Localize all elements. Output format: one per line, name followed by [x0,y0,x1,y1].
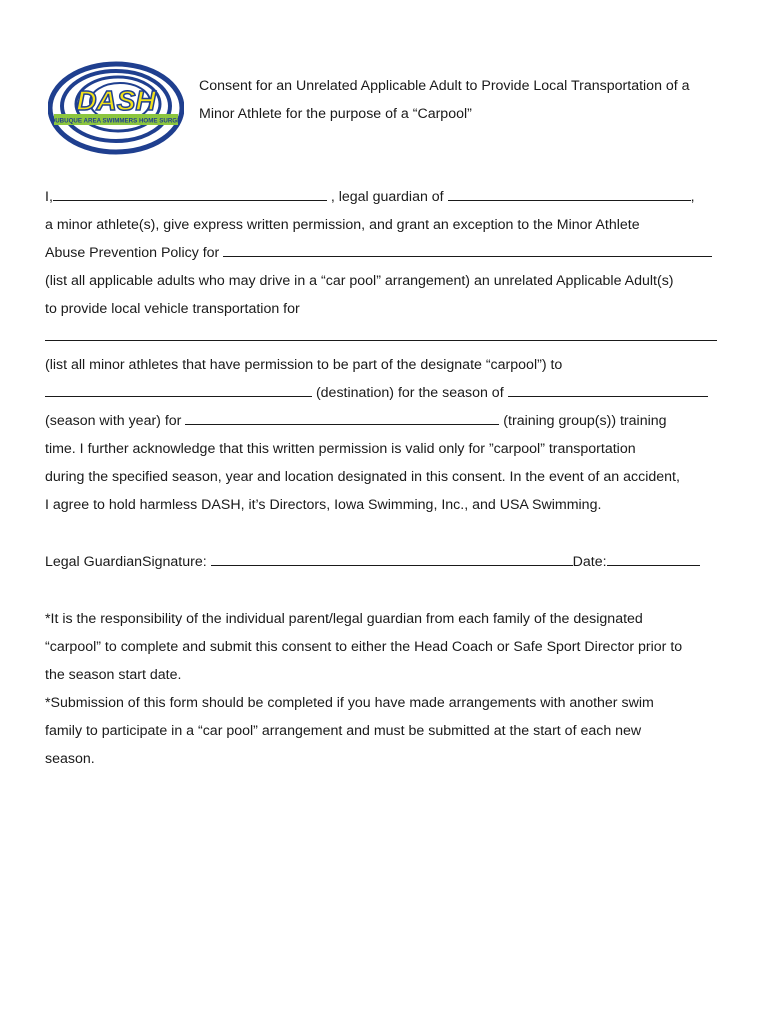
body-line-11: during the specified season, year and location designated in this consent. In the event of an accident, [45,469,680,485]
note-1-line-3: the season start date. [45,667,182,683]
body-line-7: (list all minor athletes that have permission to be part of the designate “carpool”) to [45,357,563,373]
date-label: Date: [572,554,607,570]
season-field[interactable] [508,384,708,397]
body-line-1 [45,188,695,206]
note-2-line-1: *Submission of this form should be completed if you have made arrangements with another swim [45,695,654,711]
minor-athletes-field[interactable] [45,328,717,341]
training-group-field[interactable] [185,412,499,425]
title-line-2: Minor Athlete for the purpose of a “Carpool” [199,106,472,122]
signature-label: Legal GuardianSignature: [45,554,211,570]
destination-field[interactable] [45,384,312,397]
body-line-4: (list all applicable adults who may drive in a “car pool” arrangement) an unrelated Applicable Adult(s) [45,273,674,289]
body-line-12: I agree to hold harmless DASH, it’s Directors, Iowa Swimming, Inc., and USA Swimming. [45,497,602,513]
athlete-name-field[interactable] [448,188,691,201]
text-season-with-year: (season with year) for [45,413,186,429]
logo-wordmark: DASH [76,85,156,116]
signature-line [45,553,700,571]
text-comma: , [690,189,695,205]
text-abuse-policy: Abuse Prevention Policy for [45,245,224,261]
note-1-line-2: “carpool” to complete and submit this consent to either the Head Coach or Safe Sport Director prior to [45,639,683,655]
text-training-group: (training group(s)) training [499,413,667,429]
body-line-9 [45,412,667,430]
body-line-8 [45,384,708,402]
body-line-10: time. I further acknowledge that this written permission is valid only for ”carpool” transportation [45,441,636,457]
form-title [199,72,739,128]
body-line-3 [45,244,712,262]
body-line-5: to provide local vehicle transportation for [45,301,300,317]
guardian-name-field[interactable] [53,188,327,201]
signature-field[interactable] [211,553,573,566]
note-2-line-2: family to participate in a “car pool” arrangement and must be submitted at the start of each new [45,723,642,739]
dash-logo [48,60,184,156]
note-2-line-3: season. [45,751,95,767]
title-line-1: Consent for an Unrelated Applicable Adult to Provide Local Transportation of a [199,78,690,94]
text-i: I, [45,189,53,205]
logo-tagline: DUBUQUE AREA SWIMMERS HOME SURGE [50,117,182,125]
date-field[interactable] [607,553,700,566]
applicable-adults-field[interactable] [223,244,712,257]
text-destination: (destination) for the season of [312,385,508,401]
note-1-line-1: *It is the responsibility of the individual parent/legal guardian from each family of the designated [45,611,643,627]
body-line-2: a minor athlete(s), give express written permission, and grant an exception to the Minor Athlete [45,217,640,233]
text-legal-guardian: , legal guardian of [326,189,448,205]
body-line-6 [45,328,717,346]
